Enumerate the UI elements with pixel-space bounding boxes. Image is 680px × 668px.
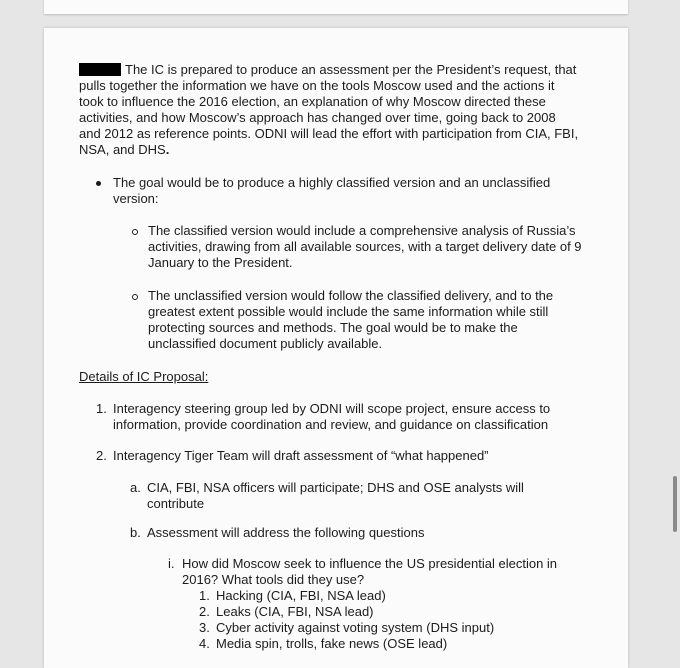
goal-line-2: version:	[113, 191, 159, 206]
tool-number: 4.	[199, 636, 210, 651]
hollow-bullet-icon	[132, 229, 138, 235]
sub1-line-3: January to the President.	[148, 255, 293, 270]
sub2-line-1: The unclassified version would follow the classified delivery, and to the	[148, 288, 554, 303]
item-i-numeral: i.	[168, 556, 175, 571]
intro-line-3: took to influence the 2016 election, an explanation of why Moscow directed these	[79, 94, 546, 109]
sub1-line-1: The classified version would include a comprehensive analysis of Russia’s	[148, 223, 576, 238]
previous-page-edge	[44, 0, 628, 14]
tool-item: Leaks (CIA, FBI, NSA lead)	[216, 604, 374, 619]
intro-line-4: activities, and how Moscow’s approach has changed over time, going back to 2008	[79, 110, 556, 125]
sub2-line-4: unclassified document publicly available.	[148, 336, 383, 351]
item-a-line-2: contribute	[147, 496, 205, 511]
details-heading: Details of IC Proposal:	[79, 369, 209, 384]
intro-line-1: The IC is prepared to produce an assessment per the President’s request, that	[79, 62, 576, 78]
item-2-line-1: Interagency Tiger Team will draft assessment of “what happened”	[113, 448, 489, 463]
intro-line-2: pulls together the information we have on the tools Moscow used and the actions it	[79, 78, 555, 93]
goal-line-1: The goal would be to produce a highly classified version and an unclassified	[113, 175, 551, 190]
item-i-line-1: How did Moscow seek to influence the US presidential election in	[182, 556, 558, 571]
sub2-line-3: protecting sources and methods. The goal would be to make the	[148, 320, 518, 335]
item-1-line-2: information, provide coordination and review, and guidance on classification	[113, 417, 549, 432]
tool-item: Media spin, trolls, fake news (OSE lead)	[216, 636, 448, 651]
intro-line-5: and 2012 as reference points. ODNI will lead the effort with participation from CIA, FBI,	[79, 126, 579, 141]
scrollbar-thumb[interactable]	[673, 476, 677, 532]
tool-item: Cyber activity against voting system (DHS input)	[216, 620, 495, 635]
item-a-line-1: CIA, FBI, NSA officers will participate; DHS and OSE analysts will	[147, 480, 524, 495]
sub2-line-2: greatest extent possible would include the same information while still	[148, 304, 549, 319]
item-b-line-1: Assessment will address the following questions	[147, 525, 425, 540]
item-b-letter: b.	[130, 525, 141, 540]
tool-number: 2.	[199, 604, 210, 619]
item-1-number: 1.	[96, 401, 107, 416]
item-1-line-1: Interagency steering group led by ODNI will scope project, ensure access to	[113, 401, 551, 416]
item-a-letter: a.	[130, 480, 141, 495]
intro-line-6: NSA, and DHS.	[79, 142, 170, 157]
redaction-block	[79, 63, 121, 76]
sub1-line-2: activities, drawing from all available sources, with a target delivery date of 9	[148, 239, 582, 254]
bullet-icon	[96, 181, 101, 186]
tool-number: 3.	[199, 620, 210, 635]
item-i-line-2: 2016? What tools did they use?	[182, 572, 365, 587]
tool-number: 1.	[199, 588, 210, 603]
document-page	[44, 28, 628, 668]
item-2-number: 2.	[96, 448, 107, 463]
hollow-bullet-icon	[132, 294, 138, 300]
tool-item: Hacking (CIA, FBI, NSA lead)	[216, 588, 386, 603]
